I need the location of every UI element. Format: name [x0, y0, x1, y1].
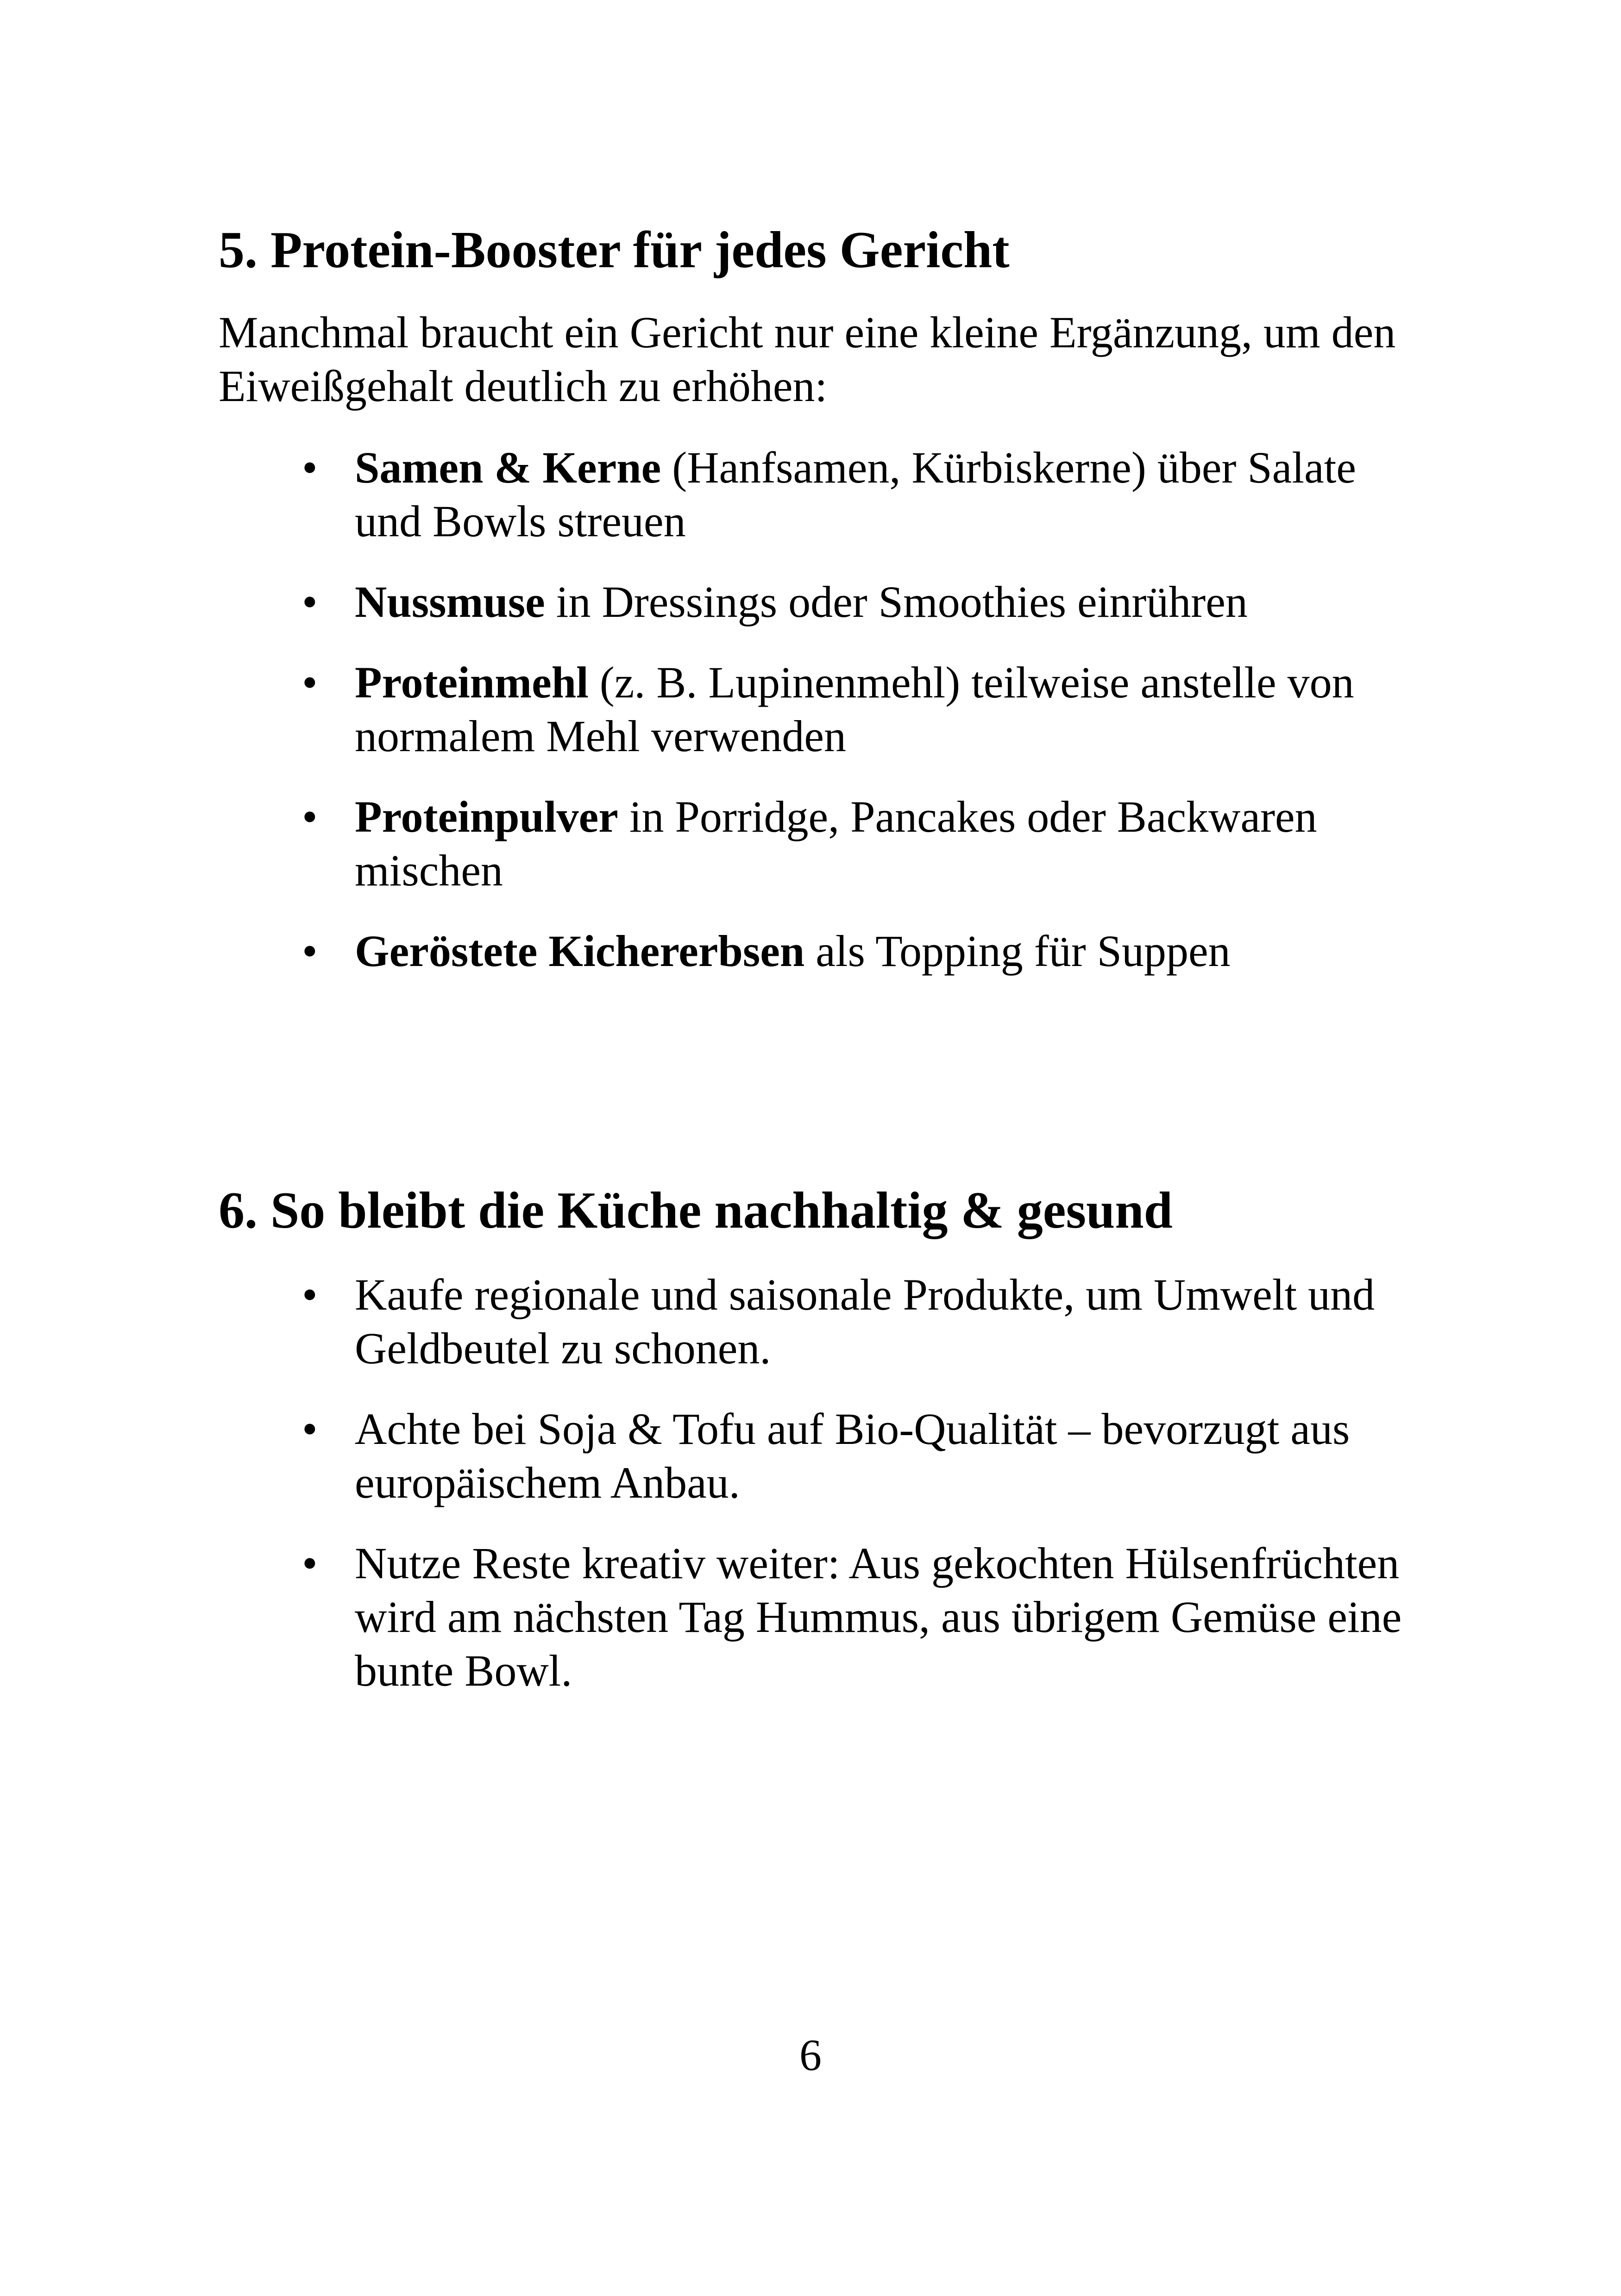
list-item-text: in Dressings oder Smoothies einrühren: [545, 577, 1248, 627]
list-item-text: Nutze Reste kreativ weiter: Aus gekochten Hülsenfrüchten wird am nächsten Tag Hummus, aus übrigem Gemüse eine bunte Bowl.: [355, 1538, 1402, 1695]
list-item: [0, 441, 1429, 548]
list-item-text: (Hanfsamen, Kürbiskerne) über Salate und Bowls streuen: [355, 443, 1356, 546]
section-6-heading: 6. So bleibt die Küche nachhaltig & gesund: [219, 1182, 1173, 1239]
list-item-text: in Porridge, Pancakes oder Backwaren mischen: [355, 792, 1317, 895]
page-number: 6: [799, 2030, 822, 2080]
list-item-text: Kaufe regionale und saisonale Produkte, um Umwelt und Geldbeutel zu schonen.: [355, 1270, 1375, 1373]
bullet-icon: •: [302, 1270, 318, 1319]
list-item-term: Proteinpulver: [355, 792, 618, 841]
list-item: [0, 656, 1429, 763]
list-item-text: als Topping für Suppen: [804, 926, 1231, 976]
list-item-term: Samen & Kerne: [355, 443, 661, 492]
bullet-icon: •: [302, 1404, 318, 1454]
list-item-term: Nussmuse: [355, 577, 545, 627]
bullet-icon: •: [302, 658, 318, 707]
bullet-icon: •: [302, 1538, 318, 1588]
list-item: [0, 1268, 1429, 1375]
section-6-bullet-list: [0, 1268, 1621, 1725]
section-5-heading: 5. Protein-Booster für jedes Gericht: [219, 221, 1010, 279]
list-item: [0, 1402, 1429, 1510]
list-item-text: Achte bei Soja & Tofu auf Bio-Qualität – bevorzugt aus europäischem Anbau.: [355, 1404, 1350, 1507]
bullet-icon: •: [302, 443, 318, 492]
list-item: [0, 575, 1429, 629]
bullet-icon: •: [302, 792, 318, 841]
list-item-text: (z. B. Lupinenmehl) teilweise anstelle von normalem Mehl verwenden: [355, 658, 1354, 761]
bullet-icon: •: [302, 577, 318, 627]
list-item-term: Proteinmehl: [355, 658, 589, 707]
list-item-term: Geröstete Kichererbsen: [355, 926, 805, 976]
section-5-intro: Manchmal braucht ein Gericht nur eine kleine Ergänzung, um den Eiweißgehalt deutlich zu erhöhen:: [219, 307, 1396, 411]
list-item: [0, 924, 1429, 978]
list-item: [0, 790, 1429, 897]
section-5-bullet-list: [0, 441, 1621, 1005]
list-item: [0, 1537, 1429, 1698]
bullet-icon: •: [302, 926, 318, 976]
